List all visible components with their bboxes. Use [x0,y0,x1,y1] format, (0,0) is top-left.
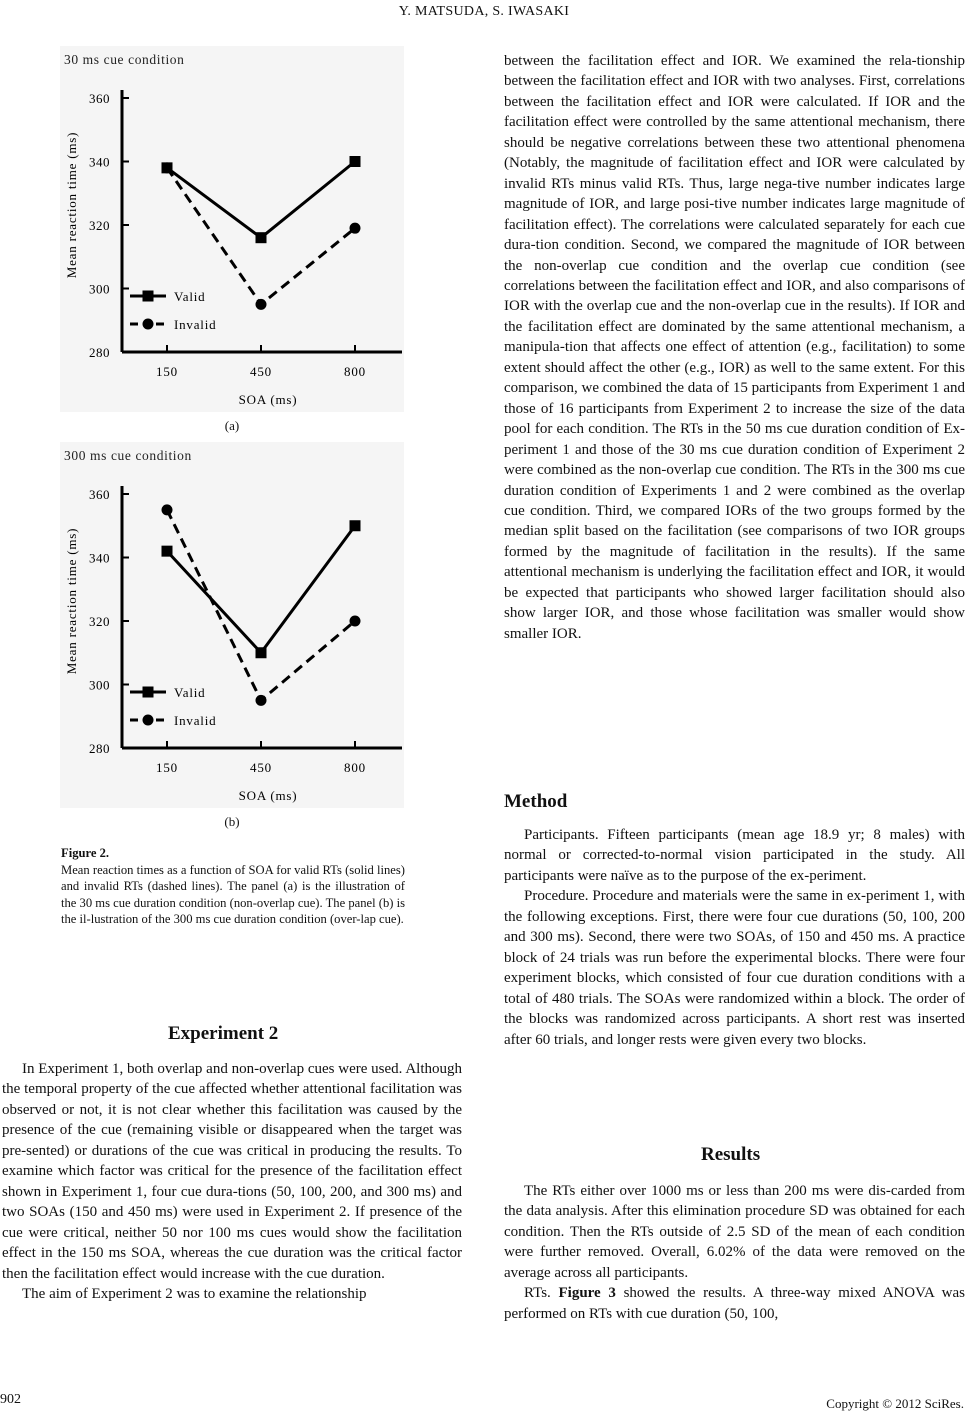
legend-marker-invalid [143,715,154,726]
panel-a-label: (a) [224,418,240,433]
paragraph: Procedure. Procedure and materials were the same in ex-periment 1, with the following exceptions. First, there were four cue durations (50, 100, 200 and 300 ms). Second, there were two SOAs, of 150 and 450 ms. A practice block of 24 trials was run before the experimental blocks. There were four experiment blocks, which consisted of four cue duration conditions with a total of 480 trials. The SOAs were randomized within a block. The order of the blocks was randomized across participants. A short rest was inserted after 60 trials, and longer rests were given every two blocks. [504,888,965,1048]
x-axis-label: SOA (ms) [238,788,298,803]
paragraph: Participants. Fifteen participants (mean age 18.9 yr; 8 males) with normal or corrected-to-normal vision participated in the study. All participants were naïve as to the purpose of the ex-periment. [504,827,965,884]
rts-lead: RTs. [524,1285,551,1302]
x-tick-label: 450 [250,760,272,775]
x-tick-label: 150 [156,760,178,775]
copyright: Copyright © 2012 SciRes. [826,1396,964,1411]
chart-a [60,46,404,412]
data-point-invalid [256,695,267,706]
paragraph: The aim of Experiment 2 was to examine the relationship [22,1285,367,1302]
paragraph: between the facilitation effect and IOR. We examined the rela-tionship between the facilitation effect and IOR with two analyses. First, correlations between the facilitation effect and IOR were calculated. If IOR and the facilitation effect were controlled by the same attentional mechanism, there should be negative correlations between these two attentional phenomena (Notably, the magnitude of facilitation effect and IOR were calculated by invalid RTs minus valid RTs. Thus, large nega-tive number indicates large magnitude of IOR, and large posi-tive number indicates large magnitude of facilitation effect). The correlations were calculated separately for each cue dura-tion condition. Second, we compared the magnitude of IOR between the non-overlap cue condition and the overlap cue condition (see correlations between the facilitation effect and IOR, and also comparisons of IOR with the overlap cue and the non-overlap cue in the results). If IOR and the facilitation effect are dominated by the same attentional mechanism, a manipula-tion that affects one effect of attention (e.g., facilitation) to some extent should affect the other (e.g., IOR) as well to the same extent. For this comparison, we combined the data of 15 participants from Experiment 1 and those of 16 participants from Experiment 2 to increase the size of the data pool for each condition. The RTs in the 50 ms cue duration condition of Ex-periment 1 and those of the 30 ms cue duration condition of Experiment 2 were combined as the non-overlap cue condition. The RTs in the 300 ms cue duration condition of Experiments 1 and 2 were combined as the overlap cue condition. Third, we compared IORs of the two groups formed by the median split based on the facilitation (see comparisons of two IOR groups formed by the magnitude of facilitation in the results). If the same attentional mechanism is underlying the facilitation effect and IOR, it would be expected that participants who showed larger facilitation should also show larger IOR, and those whose facilitation was smaller would show smaller IOR. [504,53,965,642]
rts-rest: showed the results. A three-way mixed ANOVA was performed on RTs with cue duration (50, 100, [504,1285,965,1322]
data-point-invalid [162,504,173,515]
paragraph: The RTs either over 1000 ms or less than 200 ms were dis-carded from the data analysis. After this elimination procedure SD was obtained for each condition. Then the RTs outside of 2.5 SD of the mean of each condition were further removed. Overall, 6.02% of the data were removed on the average across all participants. [504,1183,965,1281]
y-tick-label: 280 [89,345,110,360]
y-tick-label: 320 [89,614,110,629]
legend-label-valid: Valid [174,685,206,700]
x-tick-label: 800 [344,760,366,775]
running-head: Y. MATSUDA, S. IWASAKI [398,4,570,19]
experiment-2-heading: Experiment 2 [168,1023,279,1044]
data-point-valid [350,520,361,531]
y-tick-label: 300 [89,677,110,693]
right-column-top [504,51,965,644]
data-point-valid [350,156,361,167]
data-point-valid [256,232,267,243]
panel-b-label: (b) [224,814,240,829]
figure-panel-b [60,442,404,808]
page-number: 902 [0,1392,21,1407]
chart-title: 300 ms cue condition [64,448,192,463]
caption-text: Mean reaction times as a function of SOA for valid RTs (solid lines) and invalid RTs (dashed lines). The panel (a) is the illustration of the 30 ms cue duration condition (non-overlap cue). The panel (b) is the il-lustration of the 300 ms cue duration condition (over-lap cue). [61,862,405,927]
paragraph: In Experiment 1, both overlap and non-overlap cues were used. Although the temporal property of the cue affected whether attentional facilitation was observed or not, it is not clear whether this facilitation was caused by the presence of the cue (remaining visible or disappeared when the target was pre-sented) or durations of the cue was critical in producing the results. To examine which factor was critical for the presence of the facilitation effect shown in Experiment 1, four cue dura-tions (50, 100, 200, and 300 ms) and two SOAs (150 and 450 ms) were used in Experiment 2. If presence of the cue were critical, neither 50 nor 100 ms cues would show the facilitation effect in the 150 ms SOA, whereas the cue duration was the critical factor then the facilitation effect would increase with the cue duration. [2,1061,462,1282]
caption-title: Figure 2. [61,846,110,860]
y-tick-label: 320 [89,218,110,233]
figure-caption [61,845,405,928]
y-tick-label: 360 [89,91,110,106]
x-tick-label: 150 [156,364,178,379]
y-axis-label: Mean reaction time (ms) [64,527,79,675]
x-axis-label: SOA (ms) [238,392,298,407]
data-point-invalid [350,223,361,234]
y-tick-label: 300 [89,281,110,297]
legend-marker-valid [143,291,154,302]
chart-b [60,442,404,808]
x-tick-label: 800 [344,364,366,379]
legend-label-invalid: Invalid [174,317,217,332]
results-heading: Results [701,1144,761,1165]
left-column [2,1059,462,1304]
data-point-valid [256,647,267,658]
y-tick-label: 360 [89,487,110,502]
y-tick-label: 340 [89,550,110,566]
legend-marker-invalid [143,319,154,330]
legend-label-invalid: Invalid [174,713,217,728]
paragraph [504,1283,965,1324]
method-section [504,825,965,1050]
figure-panel-a [60,46,404,412]
chart-title: 30 ms cue condition [64,52,185,67]
x-tick-label: 450 [250,364,272,379]
method-heading: Method [504,791,568,812]
data-point-invalid [350,616,361,627]
y-tick-label: 280 [89,741,110,756]
y-axis-label: Mean reaction time (ms) [64,131,79,279]
legend-label-valid: Valid [174,289,206,304]
data-point-invalid [162,162,173,173]
y-tick-label: 340 [89,154,110,170]
legend-marker-valid [143,687,154,698]
figure-3-ref: Figure 3 [558,1285,616,1302]
results-section [504,1181,965,1324]
data-point-invalid [256,299,267,310]
data-point-valid [162,546,173,557]
